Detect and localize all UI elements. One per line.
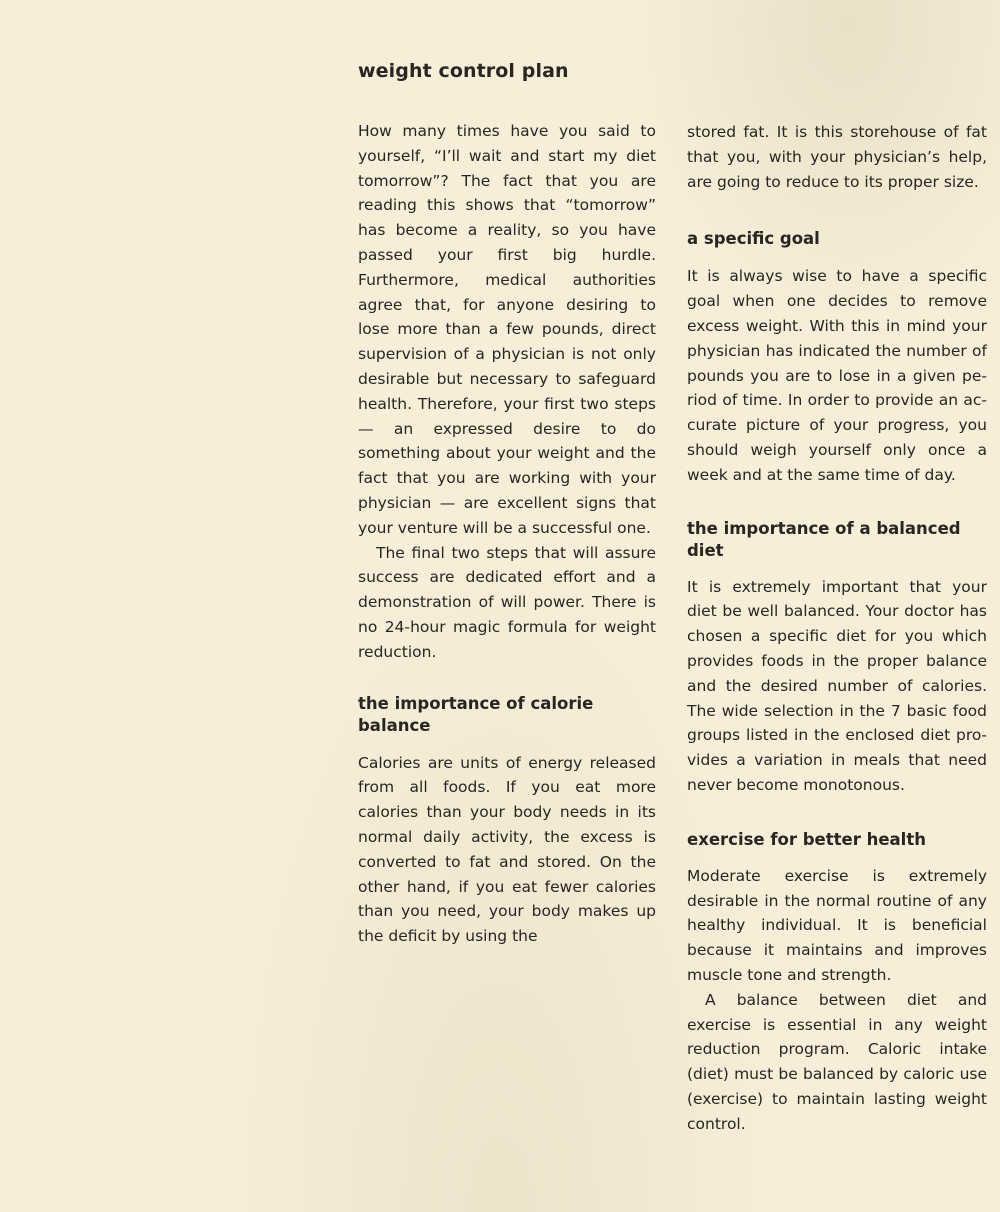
diet-exercise-balance-paragraph: A balance between diet and exercise is essential in any weight reduction program. Caloric intake (diet) must be balanced by caloric use (exercise) to maintain lasting weight control. [687, 990, 987, 1133]
balanced-diet-heading: the importance of a balanced diet [687, 518, 961, 560]
right-column [687, 120, 987, 1137]
page-title: weight control plan [358, 60, 569, 82]
exercise-heading: exercise for better health [687, 829, 926, 849]
balanced-diet-paragraph: It is extremely important that your diet be well balanced. Your doctor has chosen a specific diet for you which provides foods in the proper balance and the desired number of calories. The wide selection in the 7 basic food groups listed in the enclosed diet provides a variation in meals that need never become monotonous. [687, 577, 987, 794]
continued-paragraph: stored fat. It is this storehouse of fat that you, with your physician’s help, are going to reduce to its proper size. [687, 123, 987, 191]
specific-goal-heading: a specific goal [687, 229, 820, 249]
specific-goal-paragraph: It is always wise to have a specific goal when one decides to remove excess weight. With this in mind your physician has indicated the number of pounds you are to lose in a given period of time. In order to provide an accurate picture of your progress, you should weigh yourself only once a week and at the same time of day. [687, 267, 987, 484]
final-steps-paragraph: The final two steps that will assure success are dedicated effort and a demonstration of will power. There is no 24-hour magic formula for weight reduction. [358, 543, 656, 661]
calorie-balance-paragraph: Calories are units of energy released from all foods. If you eat more calories than your body needs in its normal daily activity, the excess is converted to fat and stored. On the other hand, if you eat fewer calories than you need, your body makes up the deficit by using the [358, 753, 656, 946]
exercise-paragraph: Moderate exercise is extremely desirable in the normal routine of any healthy individual. It is beneficial because it maintains and improves muscle tone and strength. [687, 866, 987, 984]
intro-paragraph: How many times have you said to yourself, “I’ll wait and start my diet tomorrow”? The fact that you are reading this shows that “tomorrow” has become a reality, so you have passed your first big hurdle. Furthermore, medical authorities agree that, for anyone desiring to lose more than a few pounds, direct supervision of a physician is not only desirable but necessary to safeguard health. Therefore, your first two steps— an expressed desire to do something about your weight and the fact that you are working with your physician — are excellent signs that your venture will be a successful one. [358, 122, 656, 537]
left-column [358, 119, 656, 949]
calorie-balance-heading: the importance of calorie balance [358, 693, 594, 735]
